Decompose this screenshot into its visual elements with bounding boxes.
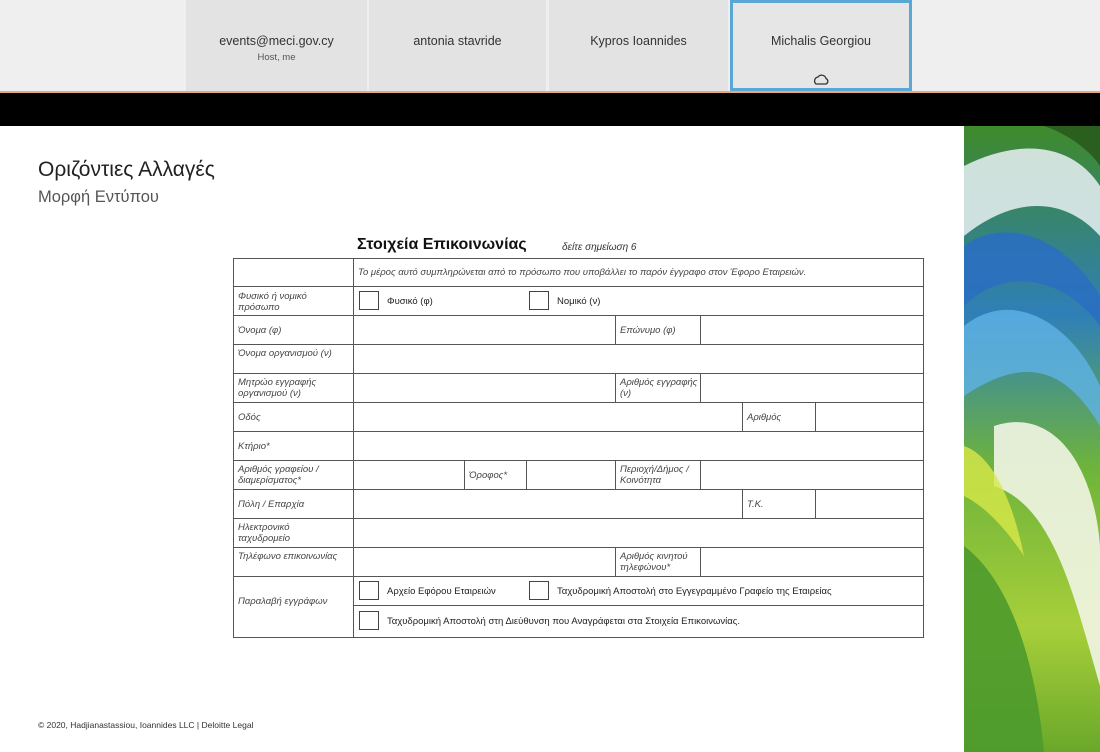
area-label: Περιοχή/Δήμος /Κοινότητα: [620, 464, 689, 486]
org-registry-label: Μητρώο εγγραφής οργανισμού (ν): [238, 377, 317, 399]
mobile-field[interactable]: [700, 548, 923, 576]
registered-office-mail-checkbox[interactable]: [529, 581, 549, 600]
form-row-registry: [234, 374, 923, 403]
slide-title: Οριζόντιες Αλλαγές: [38, 158, 215, 181]
surname-field[interactable]: [700, 316, 923, 344]
form-title: Στοιχεία Επικοινωνίας: [357, 236, 527, 253]
building-field[interactable]: [353, 432, 923, 460]
form-row-intro: [234, 259, 923, 287]
participant-name: Kypros Ioannides: [590, 34, 687, 48]
org-name-label: Όνομα οργανισμού (ν): [238, 348, 332, 359]
number-label: Αριθμός: [747, 412, 782, 423]
participant-tile[interactable]: [369, 0, 546, 91]
street-field[interactable]: [353, 403, 742, 431]
participant-tile-active-speaker[interactable]: [730, 0, 912, 91]
form-row-name: [234, 316, 923, 345]
registrar-archive-label: Αρχείο Εφόρου Εταιρειών: [387, 586, 496, 597]
registered-office-mail-label: Ταχυδρομική Αποστολή στο Εγγεγραμμένο Γραφείο της Εταιρείας: [557, 586, 832, 597]
registrar-archive-checkbox[interactable]: [359, 581, 379, 600]
office-no-field[interactable]: [353, 461, 464, 489]
participant-tile[interactable]: [549, 0, 728, 91]
participant-name: events@meci.gov.cy: [219, 34, 334, 48]
legal-person-label: Νομικό (ν): [557, 296, 601, 307]
slide-subtitle: Μορφή Εντύπου: [38, 188, 159, 206]
form-row-receipt: [234, 577, 923, 637]
phone-label: Τηλέφωνο επικοινωνίας: [238, 551, 338, 562]
speaking-indicator-icon: [812, 73, 830, 87]
video-letterbox-bar: [0, 93, 1100, 126]
natural-person-checkbox[interactable]: [359, 291, 379, 310]
receipt-label: Παραλαβή εγγράφων: [238, 596, 328, 607]
street-label: Οδός: [238, 412, 261, 423]
participant-tile-host[interactable]: [186, 0, 367, 91]
form-row-street: [234, 403, 923, 432]
phone-field[interactable]: [353, 548, 615, 576]
building-label: Κτήριο*: [238, 441, 270, 452]
org-registry-field[interactable]: [353, 374, 615, 402]
form-intro-text: Το μέρος αυτό συμπληρώνεται από το πρόσωπο που υποβάλλει το παρόν έγγραφο στον Έφορο Εταιρειών.: [358, 267, 807, 278]
first-name-field[interactable]: [353, 316, 615, 344]
form-row-org-name: [234, 345, 923, 374]
surname-label: Επώνυμο (φ): [620, 325, 676, 336]
participant-role: Host, me: [257, 52, 296, 63]
form-note: δείτε σημείωση 6: [562, 242, 637, 253]
floor-field[interactable]: [526, 461, 615, 489]
postcode-field[interactable]: [815, 490, 923, 518]
contact-details-form: [233, 258, 924, 638]
participants-strip: [0, 0, 1100, 92]
form-row-person-type: [234, 287, 923, 316]
email-label: Ηλεκτρονικό ταχυδρομείο: [238, 522, 291, 544]
form-row-email: [234, 519, 923, 548]
postcode-label: Τ.Κ.: [747, 499, 764, 510]
floor-label: Όροφος*: [469, 470, 508, 481]
shared-slide: [0, 126, 964, 752]
legal-person-checkbox[interactable]: [529, 291, 549, 310]
slide-footer: © 2020, Hadjianastassiou, Ioannides LLC | Deloitte Legal: [38, 720, 254, 730]
form-row-phone: [234, 548, 923, 577]
area-field[interactable]: [700, 461, 923, 489]
participant-name: antonia stavride: [413, 34, 502, 48]
first-name-label: Όνομα (φ): [238, 325, 282, 336]
email-field[interactable]: [353, 519, 923, 547]
form-row-office: [234, 461, 923, 490]
city-field[interactable]: [353, 490, 742, 518]
number-field[interactable]: [815, 403, 923, 431]
org-name-field[interactable]: [353, 345, 923, 373]
mobile-label: Αριθμός κινητού τηλεφώνου*: [620, 551, 688, 573]
office-no-label: Αριθμός γραφείου / διαμερίσματος*: [238, 464, 319, 486]
reg-number-label: Αριθμός εγγραφής (ν): [620, 377, 698, 399]
person-type-label: Φυσικό ή νομικό πρόσωπο: [238, 291, 307, 313]
form-row-city: [234, 490, 923, 519]
form-row-building: [234, 432, 923, 461]
contact-address-mail-label: Ταχυδρομική Αποστολή στη Διεύθυνση που Αναγράφεται στα Στοιχεία Επικοινωνίας.: [387, 616, 740, 627]
contact-address-mail-checkbox[interactable]: [359, 611, 379, 630]
natural-person-label: Φυσικό (φ): [387, 296, 433, 307]
decorative-artwork: [964, 126, 1100, 752]
city-label: Πόλη / Επαρχία: [238, 499, 305, 510]
reg-number-field[interactable]: [700, 374, 923, 402]
participant-name: Michalis Georgiou: [770, 34, 872, 48]
